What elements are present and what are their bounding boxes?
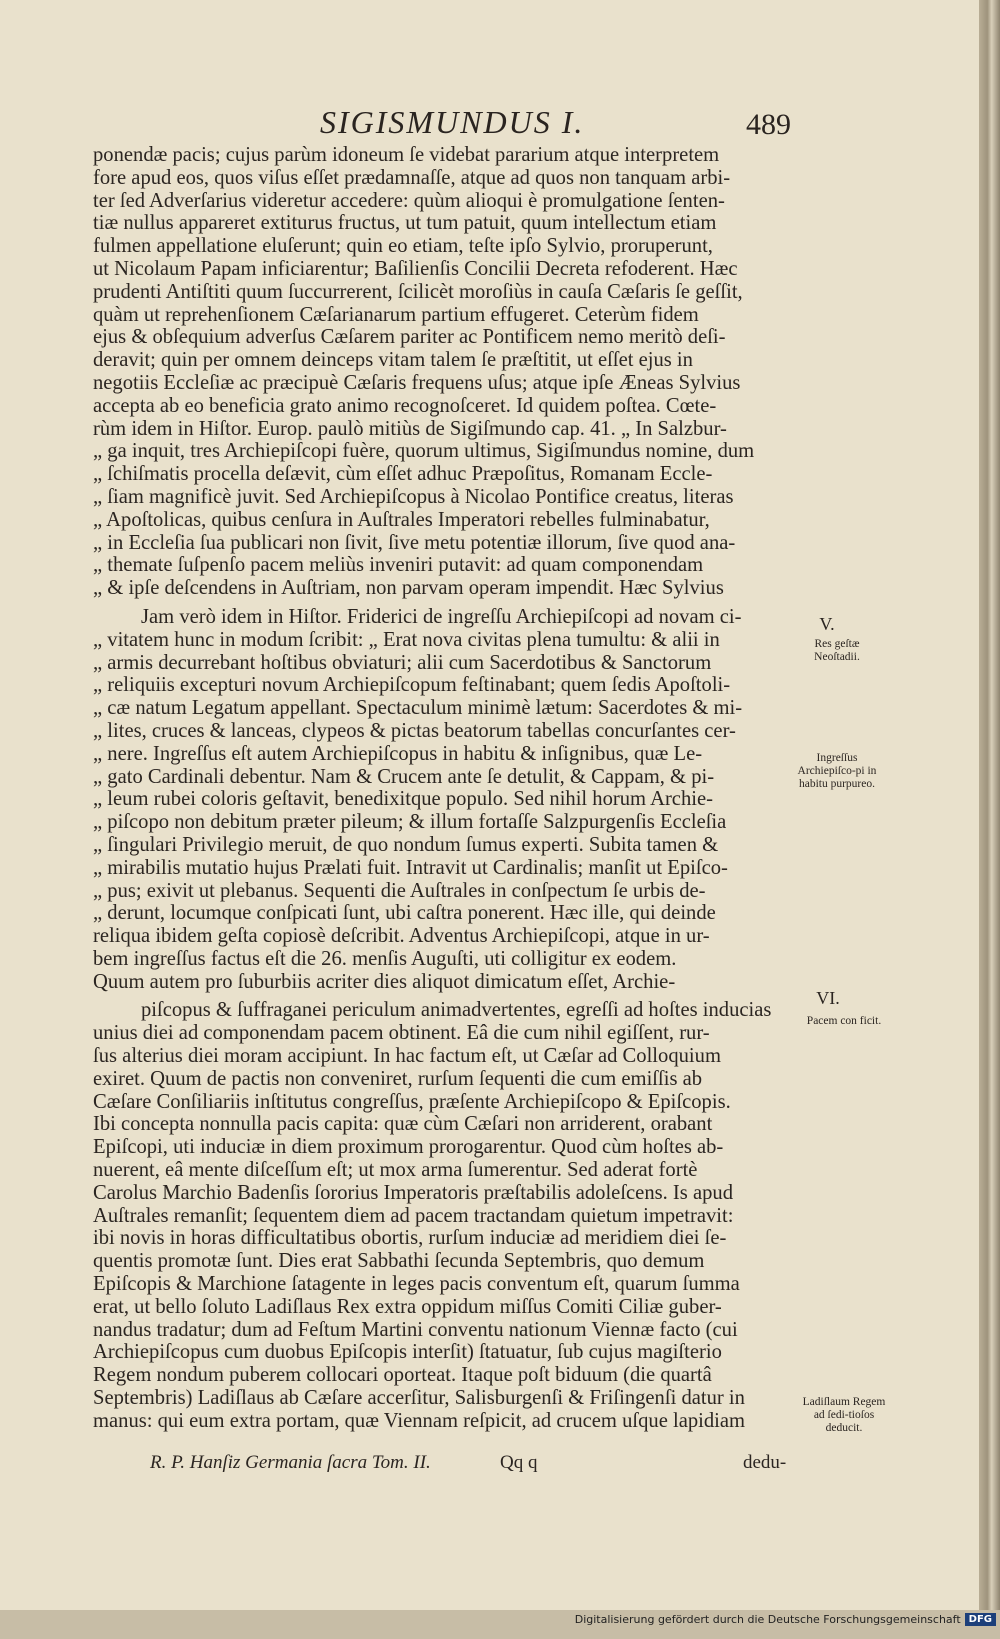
text-line: negotiis Eccleſiæ ac præcipuè Cæſaris frequens uſus; atque ipſe Æneas Sylvius [93,371,741,394]
text-line: reliqua ibidem geſta copiosè deſcribit. Adventus Archiepiſcopi, atque in ur- [93,925,710,948]
banner-text: Digitalisierung gefördert durch die Deutsche Forschungsgemeinschaft [574,1613,961,1626]
text-line: ponendæ pacis; cujus parùm idoneum ſe videbat pararium atque interpretem [93,144,720,166]
margin-note-pacem: Pacem con ficit. [806,1015,882,1027]
text-line: erat, ut bello ſoluto Ladiſlaus Rex extra oppidum miſſus Comiti Ciliæ guber- [93,1295,722,1318]
text-line: „ ſchiſmatis procella deſævit, cùm eſſet adhuc Præpoſitus, Romanam Eccle- [93,463,713,486]
text-line: ut Nicolaum Papam inficiarentur; Baſilienſis Concilii Decreta refoderent. Hæc [93,257,738,280]
text-line: Auſtrales remanſit; ſequentem diem ad pacem tractandam quietum impetravit: [93,1204,734,1227]
digitization-banner [575,1613,996,1626]
text-line: Regem nondum puberem collocari oporteat. Itaque poſt biduum (die quartâ [93,1364,712,1387]
text-line: Ibi concepta nonnulla pacis capita: quæ cùm Cæſari non arriderent, orabant [93,1113,713,1136]
text-line: „ in Eccleſia ſua publicari non ſivit, ſive metu potentiæ illorum, ſive quod ana- [93,531,736,554]
text-line: Septembris) Ladiſlaus ab Cæſare accerſitur, Salisburgenſi & Friſingenſi datur in [93,1387,745,1410]
text-line: „ Apoſtolicas, quibus cenſura in Auſtrales Imperatori rebelles fulminabatur, [93,508,710,531]
text-line: deravit; quin per omnem deinceps vitam talem ſe præſtitit, ut eſſet ejus in [93,349,693,372]
text-line: tiæ nullus appareret extiturus fructus, ut tum patuit, quum intellectum etiam [93,212,717,235]
text-line: ſus alterius diei moram accipiunt. In hac factum eſt, ut Cæſar ad Colloquium [93,1045,721,1068]
text-line: „ derunt, locumque conſpicati ſunt, ubi caſtra ponerent. Hæc ille, qui deinde [93,902,716,925]
text-line: „ pus; exivit ut plebanus. Sequenti die Auſtrales in conſpectum ſe urbis de- [93,879,706,902]
text-line: Jam verò idem in Hiſtor. Friderici de ingreſſu Archiepiſcopi ad novam ci- [141,605,742,628]
text-line: „ mirabilis mutatio hujus Prælati fuit. Intravit ut Cardinalis; manſit ut Epiſco- [93,856,728,879]
margin-note-ingressus: Ingreſſus Archiepiſco-pi in habitu purpureo. [797,752,877,790]
text-line: Quum autem pro ſuburbiis acriter dies aliquot dimicatum eſſet, Archie- [93,970,676,993]
text-line: „ leum rubei coloris geſtavit, benedixitque populo. Sed nihil horum Archie- [93,788,713,811]
text-line: „ nere. Ingreſſus eſt autem Archiepiſcopus in habitu & inſignibus, quæ Le- [93,742,703,765]
text-line: Epiſcopis & Marchione ſatagente in leges pacis conventum eſt, quarum ſumma [93,1273,740,1296]
running-title: SIGISMUNDUS I. [320,104,585,140]
text-line: prudenti Antiſtiti quum ſuccurrerent, ſcilicèt moroſiùs in cauſa Cæſaris ſe geſſit, [93,280,743,303]
book-title: R. P. Hanſiz Germania ſacra Tom. II. [150,1452,431,1473]
text-line: fulmen appellatione eluſerunt; quin eo etiam, teſte ipſo Sylvio, proruperunt, [93,235,713,258]
dfg-logo: DFG [965,1613,996,1626]
text-line: „ & ipſe deſcendens in Auſtriam, non parvam operam impendit. Hæc Sylvius [93,577,724,600]
text-line: accepta ab eo beneficia grato animo recognoſceret. Id quidem poſtea. Cœte- [93,394,717,417]
text-line: bem ingreſſus factus eſt die 26. menſis Auguſti, uti colligitur ex eodem. [93,947,677,970]
text-line: quàm ut reprehenſionem Cæſarianarum partium effugeret. Ceterùm fidem [93,303,699,326]
margin-section-number-v: V. [819,614,835,634]
text-line: „ ſiam magnificè juvit. Sed Archiepiſcopus à Nicolao Pontifice creatus, literas [93,485,734,508]
text-line: exiret. Quum de pactis non conveniret, rurſum ſequenti die cum emiſſis ab [93,1067,703,1090]
page-edge [979,0,1000,1610]
text-line: „ piſcopo non debitum præter pileum; & illum fortaſſe Salzpurgenſis Eccleſia [93,811,727,834]
margin-note-res-gestae: Res geſtæ Neoſtadii. [814,638,860,663]
text-line: „ lites, cruces & lanceas, clypeos & pictas beatorum tabellas concurſantes cer- [93,719,736,742]
text-line: „ ga inquit, tres Archiepiſcopi fuère, quorum ultimus, Sigiſmundus nomine, dum [93,440,755,463]
text-line: Carolus Marchio Badenſis ſororius Imperatoris præſtabilis adoleſcens. Is apud [93,1181,733,1204]
text-line: „ gato Cardinali debentur. Nam & Crucem ante ſe detulit, & Cappam, & pi- [93,765,715,788]
text-line: „ ſingulari Privilegio meruit, de quo nondum ſumus experti. Subita tamen & [93,833,719,856]
text-line: ibi novis in horas difficultatibus obortis, rurſum induciæ ad meridiem diei ſe- [93,1227,727,1250]
text-line: ejus & obſequium adverſus Cæſarem pariter ac Pontificem nemo meritò deſi- [93,326,726,349]
text-line: „ cæ natum Legatum appellant. Spectaculum minimè lætum: Sacerdotes & mi- [93,697,743,720]
catchword: dedu- [743,1452,787,1473]
text-line: „ vitatem hunc in modum ſcribit: „ Erat nova civitas plena tumultu: & alii in [93,628,720,651]
text-line: nuerent, eâ mente diſceſſum eſt; ut mox arma ſumerentur. Sed aderat fortè [93,1159,698,1182]
text-line: manus: qui eum extra portam, quæ Viennam reſpicit, ad crucem uſque lapidiam [93,1409,746,1432]
main-text [93,144,799,1433]
text-line: fore apud eos, quos viſus eſſet prædamnaſſe, atque ad quos non tanquam arbi- [93,166,731,189]
page-number: 489 [746,108,791,141]
text-line: Archiepiſcopus cum duobus Epiſcopis interſit) ſtatuatur, ſub cujus magiſterio [93,1341,722,1364]
text-line: ter ſed Adverſarius videretur accedere: quùm alioqui è promulgatione ſenten- [93,189,725,212]
text-line: „ reliquiis excepturi novum Archiepiſcopum feſtinabant; quem ſedis Apoſtoli- [93,674,731,697]
text-line: unius diei ad componendam pacem obtinent. Eâ die cum nihil egiſſent, rur- [93,1022,710,1045]
margin-note-ladislaum: Ladiſlaum Regem ad ſedi-tioſos deducit. [802,1396,886,1434]
text-line: Epiſcopi, uti induciæ in diem proximum prorogarentur. Quod cùm hoſtes ab- [93,1136,724,1159]
text-line: rùm idem in Hiſtor. Europ. paulò mitiùs de Sigiſmundo cap. 41. „ In Salzbur- [93,417,727,440]
text-line: „ armis decurrebant hoſtibus obviaturi; alii cum Sacerdotibus & Sanctorum [93,651,712,674]
text-line: „ themate ſuſpenſo pacem meliùs inveniri putavit: ad quam componendam [93,554,704,577]
margin-section-number-vi: VI. [816,988,840,1008]
text-line: Cæſare Conſiliariis inſtitutus congreſſus, præſente Archiepiſcopo & Epiſcopis. [93,1090,731,1113]
text-line: piſcopus & ſuffraganei periculum animadvertentes, egreſſi ad hoſtes inducias [141,999,772,1022]
text-line: nandus tradatur; dum ad Feſtum Martini conventu nationum Viennæ facto (cui [93,1318,738,1341]
signature-mark: Qq q [500,1452,538,1473]
text-line: quentis promotæ ſunt. Dies erat Sabbathi ſecunda Septembris, quo demum [93,1250,705,1273]
